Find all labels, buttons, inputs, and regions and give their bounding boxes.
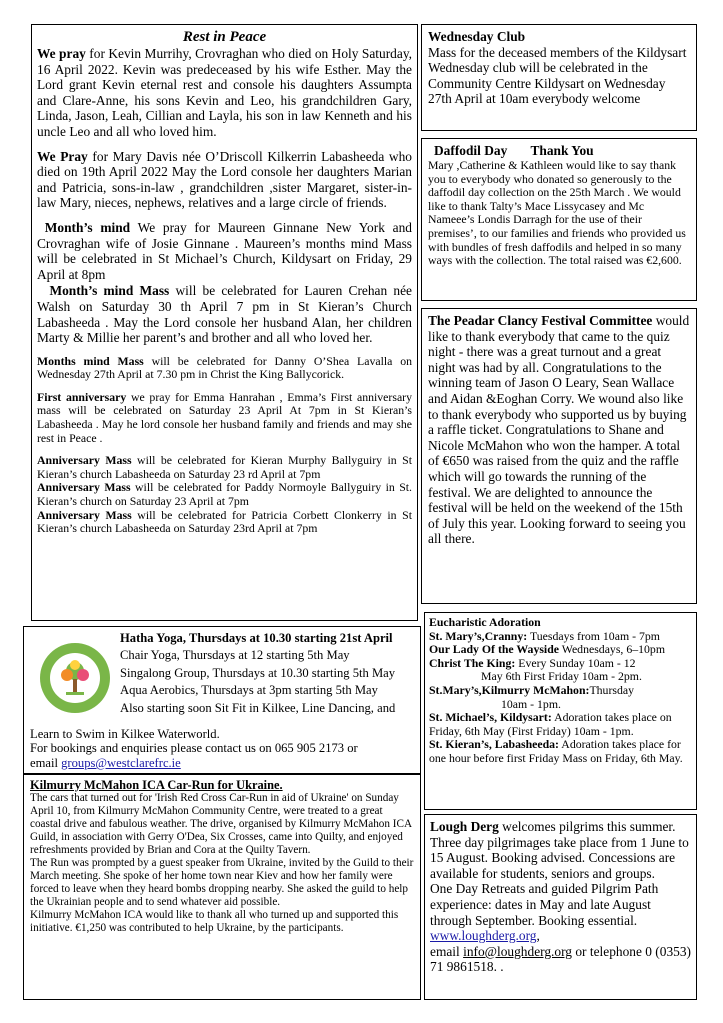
rest-in-peace-box — [31, 24, 418, 621]
family-resource-centre-logo — [38, 641, 112, 715]
lough-derg-title: Lough Derg — [430, 819, 499, 834]
daffodil-body: Mary ,Catherine & Kathleen would like to say thank you to everybody who donated so generously to the daffodil day collection on the 25th March . We would like to thank Talty’s Mace Lissycasey and Mc Nameee’s Londis Darragh for the use of their premises’, to our families and friends who provided us with bundles of fresh daffodils and helped in so many ways with the collection. The total raised was €2,600. — [428, 158, 686, 268]
adoration-item: St.Mary’s,Kilmurry McMahon:Thursday — [429, 682, 634, 697]
adoration-item: St. Michael’s, Kildysart: Adoration takes place on Friday, 6th May (First Friday) 10am - 1pm. — [429, 710, 672, 738]
frc-email-line: email groups@westclarefrc.ie — [30, 755, 181, 770]
adoration-title: Eucharistic Adoration — [429, 615, 541, 629]
rip-paragraph: We Pray for Mary Davis née O’Driscoll Kilkerrin Labasheeda who died on 19th April 2022 May the Lord console her daughters Marian and Patricia, sons-in-law , grandchildren ,sister Margaret, sister-in-law Mary, nieces, nephews, relatives and a large circle of friends. — [37, 148, 412, 211]
frc-line: Chair Yoga, Thursdays at 12 starting 5th May — [120, 648, 350, 663]
frc-line: Singalong Group, Thursdays at 10.30 starting 5th May — [120, 665, 396, 680]
ica-paragraph: The Run was prompted by a guest speaker from Ukraine, invited by the Guild to their March meeting. She spoke of her home town near Kiev and how her family were forced to leave when they heard bombs dropping nearby. She asked the guild to help the Ukrainian people and to send whatever aid possible. — [30, 857, 414, 908]
frc-line: Also starting soon Sit Fit in Kilkee, Line Dancing, and — [120, 700, 396, 715]
ica-paragraph: The cars that turned out for 'Irish Red Cross Car-Run in aid of Ukraine' on Sunday April 10, from Kilmurry McMahon Community Centre, were treated to a great coastal drive and fabulous weather. The drive, organised by Kilmurry McMahon ICA Guild, in association with Gerry O'Dea, Six Crosses, came into Quilty, and enjoyed refreshments provided by Brian and Cora at the Quilty Tavern. — [30, 792, 412, 856]
festival-committee-box — [421, 308, 697, 604]
adoration-item: Christ The King: Every Sunday 10am - 12 — [429, 655, 636, 670]
anniversary-item: Anniversary Mass will be celebrated for Patricia Corbett Clonkerry in St Kieran’s church Labasheeda on Saturday 23rd April at 7pm — [37, 507, 412, 536]
lough-derg-paragraph: Lough Derg welcomes pilgrims this summer. Three day pilgrimages take place from 1 June to 15 August. Booking advised. Concessions are available for students, seniors and groups. — [430, 819, 689, 881]
rip-paragraph: Month’s mind Mass will be celebrated for Lauren Crehan née Walsh on Saturday 30 th April 7 pm in St Kieran’s Church Labasheeda . May the Lord console her husband Alan, her children Marty & Millie her parent’s and brother and all who loved her. — [37, 283, 412, 346]
rip-title: Rest in Peace — [182, 29, 267, 45]
daffodil-day-box — [421, 138, 697, 301]
lough-derg-email-link[interactable]: info@loughderg.org — [463, 943, 573, 959]
wednesday-club-box — [421, 24, 697, 131]
adoration-item: St. Kieran’s, Labasheeda: Adoration takes place for one hour before first Friday Mass on Friday, 6th May. — [429, 737, 683, 765]
frc-line: Aqua Aerobics, Thursdays at 3pm starting 5th May — [120, 683, 378, 698]
lough-derg-website-link[interactable]: www.loughderg.org — [430, 928, 537, 944]
family-resource-centre-box — [23, 626, 421, 774]
ica-car-run-box — [23, 774, 421, 1000]
frc-line: Learn to Swim in Kilkee Waterworld. — [30, 727, 220, 741]
rip-paragraph: We pray for Kevin Murrihy, Crovraghan who died on Holy Saturday, 16 April 2022. Kevin was predeceased by his wife Esther. May the Lord grant Kevin eternal rest and console his daughters Assumpta and Clare-Anne, his sons Kevin and Leo, his grandchildren Gary, Linda, Jason, Leah, Cillian and Layla, his son in law Kenneth and his uncle Leo and all who loved him. — [37, 46, 412, 139]
lough-derg-paragraph: One Day Retreats and guided Pilgrim Path experience: dates in May and late August through September. Booking essential. www.loughderg.org, — [430, 881, 659, 944]
daffodil-title: Daffodil Day Thank You — [434, 143, 594, 158]
lough-derg-box — [424, 814, 697, 1000]
frc-email-link[interactable]: groups@westclarefrc.ie — [61, 755, 181, 770]
adoration-item: St. Mary’s,Cranny: Tuesdays from 10am - 7pm — [429, 628, 660, 643]
rip-paragraph: Months mind Mass will be celebrated for Danny O’Shea Lavalla on Wednesday 27th April at 7.30 pm in Christ the King Ballycorick. — [37, 353, 413, 382]
adoration-item: 10am - 1pm. — [501, 696, 561, 711]
festival-paragraph: The Peadar Clancy Festival Committee would like to thank everybody that came to the quiz night - there was a great turnout and a great night was had by all. Congratulations to the winning team of Jason O Leary, Sean Wallace and Aidan &Eoghan Corry. We wound also like to thank everybody who supported us by buying a raffle ticket. Congratulations to Shane and Nicole McMahon who won the hamper. A total of €650 was raised from the quiz and the raffle which will go towards the running of the festival. We are delighted to announce the festival will be held on the weekend of the 15th of July this year. Looking forward to seeing you all there. — [428, 313, 690, 547]
anniversary-item: Anniversary Mass will be celebrated for Paddy Normoyle Ballyguiry in St. Kieran’s church on Saturday 23 April at 7pm — [37, 480, 413, 509]
eucharistic-adoration-box — [424, 612, 697, 810]
adoration-item: May 6th First Friday 10am - 2pm. — [481, 669, 642, 684]
festival-title: The Peadar Clancy Festival Committee — [428, 313, 653, 328]
ica-title: Kilmurry McMahon ICA Car-Run for Ukraine. — [30, 778, 283, 792]
frc-line: For bookings and enquiries please contact us on 065 905 2173 or — [30, 741, 358, 756]
wednesday-club-body: Mass for the deceased members of the Kildysart Wednesday club will be celebrated in the Community Centre Kildysart on Wednesday 27th April at 10am everybody welcome — [428, 44, 687, 107]
adoration-item: Our Lady Of the Wayside Wednesdays, 6–10pm — [429, 642, 665, 657]
ica-paragraph: Kilmurry McMahon ICA would like to thank all who turned up and supported this initiative. €1,250 was contributed to help Ukraine, by the participants. — [30, 909, 399, 934]
frc-line: Hatha Yoga, Thursdays at 10.30 starting 21st April — [120, 631, 393, 645]
wednesday-club-title: Wednesday Club — [428, 29, 526, 44]
anniversary-item: Anniversary Mass will be celebrated for Kieran Murphy Ballyguiry in St Kieran’s church Labasheeda on Saturday 23 rd April at 7pm — [37, 453, 413, 481]
lough-derg-contact: email info@loughderg.org or telephone 0 (0353) 71 9861518. . — [430, 943, 692, 975]
rip-paragraph: Month’s mind We pray for Maureen Ginnane New York and Crovraghan wife of Josie Ginnane . Maureen’s months mind Mass will be celebrated in St Michael’s Church, Kildysart on Friday, 29 April at 8pm — [37, 219, 412, 282]
rip-paragraph: First anniversary we pray for Emma Hanrahan , Emma’s First anniversary mass will be celebrated on Saturday 23 April At 7pm in St Kieran’s Labasheeda . May he lord console her husband family and friends and may she rest in Peace . — [37, 389, 413, 445]
